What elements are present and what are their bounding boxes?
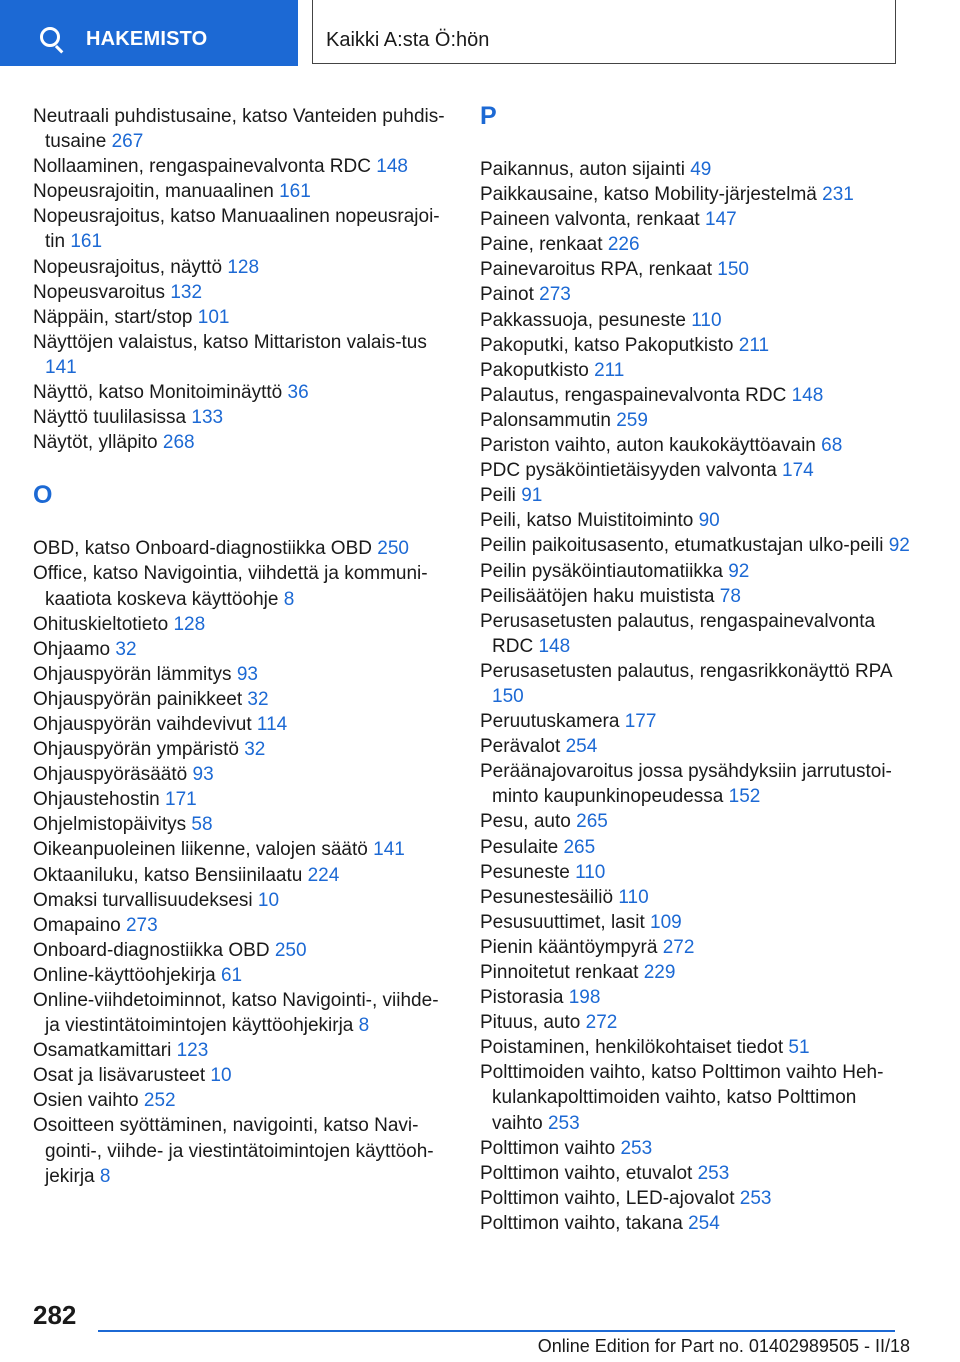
index-entry-page-link[interactable]: 250 [274,939,307,961]
index-entry-page-link[interactable]: 141 [45,356,77,378]
index-entry-page-link[interactable]: 148 [376,156,408,178]
index-entry [480,910,910,935]
index-entry-text: Polttimon vaihto [480,1137,616,1159]
index-entry [33,280,453,305]
index-entry-text: Pakoputkisto [480,359,589,381]
index-entry-page-link[interactable]: 171 [165,789,197,811]
index-entry-page-link[interactable]: 259 [616,409,648,431]
index-entry [33,963,453,988]
index-entry [480,659,910,709]
index-entry-text: Paineen valvonta, renkaat [480,209,700,231]
index-entry-text: Osamatkamittari [33,1040,172,1062]
index-entry-page-link[interactable]: 198 [568,987,601,1009]
index-entry-text: Näppäin, start/stop [33,306,193,328]
index-entry-page-link[interactable]: 265 [576,811,608,833]
index-entry [33,154,453,179]
index-entry [33,305,453,330]
index-entry [33,712,453,737]
section-title: Kaikki A:sta Ö:hön [326,29,490,51]
index-entry [480,1161,910,1186]
index-entry-text: Ohjauspyöräsäätö [33,764,188,786]
index-entry-page-link[interactable]: 148 [538,635,571,657]
index-entry [480,207,910,232]
index-entry-page-link[interactable]: 268 [162,432,195,454]
index-entry-page-link[interactable]: 150 [492,685,524,707]
index-entry-text: Peili [480,485,516,507]
index-entry-page-link[interactable]: 250 [377,538,409,560]
index-entry-text: Perusasetusten palautus, rengaspainevalvonta RDC [480,610,876,657]
index-entry-page-link[interactable]: 253 [547,1112,580,1134]
index-entry-text: Paikannus, auton sijainti [480,159,685,180]
index-entry [480,533,910,558]
index-entry-page-link[interactable]: 123 [176,1040,209,1062]
index-entry [480,232,910,257]
index-entry-text: Polttimon vaihto, etuvalot [480,1162,693,1184]
index-entry [480,1211,910,1236]
index-entry [480,157,910,182]
index-entry-text: Nollaaminen, rengaspainevalvonta RDC [33,156,371,178]
index-entry-page-link[interactable]: 51 [788,1037,810,1059]
index-entry-page-link[interactable]: 132 [170,281,203,303]
index-entry [33,863,453,888]
index-entry-page-link[interactable]: 128 [227,256,260,278]
index-entry [480,985,910,1010]
index-letter-p: P [480,102,497,130]
index-entry-text: Osien vaihto [33,1090,139,1112]
index-entry-text: OBD, katso Onboard-diagnostiikka OBD [33,538,372,560]
index-entry-page-link[interactable]: 254 [565,736,598,758]
index-entry [480,835,910,860]
index-entry [480,709,910,734]
index-entry [33,204,453,254]
index-entry-page-link[interactable]: 78 [719,585,741,607]
index-entry-text: Polttimoiden vaihto, katso Polttimon vaihto Heh-kulankapolttimoiden vaihto, katso Polttimon vaihto [480,1062,884,1134]
index-entry [33,1063,453,1088]
index-entry [33,380,453,405]
index-entry [33,255,453,280]
index-entry [33,1038,453,1063]
index-entry-page-link[interactable]: 252 [143,1090,176,1112]
index-entry [33,1088,453,1113]
index-entry-text: Pakoputki, katso Pakoputkisto [480,334,734,356]
index-entry-page-link[interactable]: 147 [705,209,737,231]
index-entry-text: Pesunestesäiliö [480,886,614,908]
index-entry [480,759,910,809]
index-tab[interactable] [0,0,298,66]
index-entry-text: Office, katso Navigointia, viihdettä ja kommuni-kaatiota koskeva käyttöohje [33,563,428,610]
index-entry [33,104,453,154]
index-column-right [480,104,910,1236]
index-entry-text: Oikeanpuoleinen liikenne, valojen säätö [33,839,368,861]
index-entry-page-link[interactable]: 161 [70,231,103,253]
index-entry [480,860,910,885]
index-entry-text: Painevaroitus RPA, renkaat [480,259,712,281]
index-entry-text: Poistaminen, henkilökohtaiset tiedot [480,1037,784,1059]
index-entry [480,1010,910,1035]
index-entry-text: Peilisäätöjen haku muistista [480,585,715,607]
index-entry-text: Neutraali puhdistusaine, katso Vanteiden puhdis-tusaine [33,106,445,153]
index-entry-page-link[interactable]: 110 [575,861,606,883]
index-entry-text: Ohjauspyörän painikkeet [33,688,243,710]
index-entry-text: Perävalot [480,736,561,758]
index-entry [480,508,910,533]
index-entry-page-link[interactable]: 10 [210,1065,232,1087]
index-entry [33,787,453,812]
index-entry-page-link[interactable]: 128 [173,613,206,635]
index-entry-text: Ohjauspyörän ympäristö [33,739,239,761]
index-entry-page-link[interactable]: 174 [782,460,814,482]
index-entry-text: Palautus, rengaspainevalvonta RDC [480,384,787,406]
index-entry-page-link[interactable]: 150 [717,259,749,281]
index-entry-page-link[interactable]: 10 [257,889,280,911]
index-entry [480,358,910,383]
index-entry-page-link[interactable]: 133 [191,407,224,429]
index-entry-text: Paikkausaine, katso Mobility-järjestelmä [480,184,817,206]
index-entry-text: Pakkassuoja, pesuneste [480,309,686,331]
index-entry [480,960,910,985]
index-entry-text: Osoitteen syöttäminen, navigointi, katso Navi-gointi-, viihde- ja viestintätoimintojen käyttöoh-jekirja [33,1115,434,1187]
index-entry-page-link[interactable]: 49 [690,159,712,180]
index-entry-text: Ohjauspyörän lämmitys [33,663,232,685]
index-entry-page-link[interactable]: 161 [279,181,311,203]
index-entry-page-link[interactable]: 253 [620,1137,653,1159]
index-entry-page-link[interactable]: 110 [691,309,722,331]
index-entry-page-link[interactable]: 58 [191,814,213,836]
index-entry-text: Painot [480,284,534,306]
index-entry [33,1113,453,1188]
index-entry-text: Pesuneste [480,861,570,883]
index-entry-page-link[interactable]: 211 [738,334,770,356]
index-entry-page-link[interactable]: 253 [697,1162,730,1184]
index-entry-text: Pariston vaihto, auton kaukokäyttöavain [480,435,816,457]
index-entry-text: Peilin paikoitusasento, etumatkustajan ulko-peili [480,535,884,557]
index-entry-page-link[interactable]: 101 [197,306,230,328]
index-entry-text: Näytöt, ylläpito [33,432,158,454]
index-entry [33,662,453,687]
index-entry-text: Ohjaustehostin [33,789,160,811]
index-entry-text: Polttimon vaihto, LED-ajovalot [480,1187,735,1209]
index-entry-page-link[interactable]: 272 [585,1012,618,1034]
index-entry-text: Omaksi turvallisuudeksesi [33,889,253,911]
index-entry-text: Näyttö tuulilasissa [33,407,187,429]
index-entry [33,330,453,380]
section-title-tab [312,0,896,64]
index-entry [480,584,910,609]
page-number: 282 [33,1300,77,1330]
index-entry-text: Nopeusrajoitus, näyttö [33,256,223,278]
footer-edition: Online Edition for Part no. 01402989505 - II/18 [537,1336,910,1356]
index-entry-text: Pistorasia [480,987,564,1009]
index-entry [33,938,453,963]
index-entry-page-link[interactable]: 93 [236,663,258,685]
index-entry [33,812,453,837]
index-entry-text: Online-viihdetoiminnot, katso Navigointi-, viihde- ja viestintätoimintojen käyttöohjekirja [33,990,439,1037]
index-entry-text: Peilin pysäköintiautomatiikka [480,560,723,582]
index-column-left [33,104,453,1189]
search-icon [40,27,60,47]
index-entry-text: Perusasetusten palautus, rengasrikkonäyttö RPA [480,660,892,682]
index-entry-text: Ohjauspyörän vaihdevivut [33,713,252,735]
index-entry-page-link[interactable]: 109 [650,911,682,933]
index-entry-page-link[interactable]: 36 [287,382,309,404]
index-entry [33,687,453,712]
index-entry-page-link[interactable]: 61 [220,964,243,986]
index-entry-text: PDC pysäköintietäisyyden valvonta [480,460,777,482]
index-entry [480,333,910,358]
index-entry [480,1035,910,1060]
index-entry-text: Ohituskieltotieto [33,613,169,635]
index-entry-text: Paine, renkaat [480,234,603,256]
index-entry-text: Peräänajovaroitus jossa pysähdyksiin jarrutustoi-minto kaupunkinopeudessa [480,761,892,808]
index-entry [480,609,910,659]
index-entry-page-link[interactable]: 231 [822,184,854,206]
index-entry-text: Peili, katso Muistitoiminto [480,510,694,532]
index-entry-text: Pesusuuttimet, lasit [480,911,645,933]
index-letter-o: O [33,481,53,510]
index-entry [33,737,453,762]
index-entry [480,483,910,508]
index-entry [33,405,453,430]
index-entry [33,430,453,455]
index-entry-page-link[interactable]: 141 [373,839,405,861]
index-entry-page-link[interactable]: 91 [521,485,543,507]
index-entry [480,734,910,759]
index-list-p [480,157,910,1236]
top-bar [0,0,960,66]
index-entry-text: Näyttöjen valaistus, katso Mittariston valais-tus [33,331,427,353]
index-entry [33,561,453,611]
index-entry-page-link[interactable]: 265 [563,836,596,858]
index-list-o [33,536,453,1188]
index-entry-page-link[interactable]: 273 [125,914,158,936]
index-entry-page-link[interactable]: 32 [115,638,137,660]
index-entry [480,383,910,408]
index-entry-text: Pituus, auto [480,1012,581,1034]
index-entry-text: Osat ja lisävarusteet [33,1065,206,1087]
index-entry-page-link[interactable]: 226 [607,234,640,256]
index-entry-page-link[interactable]: 267 [111,131,144,153]
index-entry-text: Näyttö, katso Monitoiminäyttö [33,382,283,404]
index-entry-page-link[interactable]: 110 [618,886,649,908]
index-entry-page-link[interactable]: 152 [728,786,761,808]
index-entry-text: Nopeusrajoitin, manuaalinen [33,181,274,203]
index-entry-page-link[interactable]: 8 [99,1165,111,1187]
index-entry-page-link[interactable]: 92 [728,560,750,582]
index-entry-page-link[interactable]: 8 [283,588,295,610]
index-entry [480,1186,910,1211]
index-entry [480,182,910,207]
index-entry [480,935,910,960]
index-entry [480,1060,910,1135]
index-entry-text: Pesulaite [480,836,559,858]
index-entry-text: Oktaaniluku, katso Bensiinilaatu [33,864,303,886]
index-entry-page-link[interactable]: 254 [688,1212,720,1234]
index-entry-page-link[interactable]: 229 [643,962,676,983]
index-entry-text: Palonsammutin [480,409,611,431]
index-entry-page-link[interactable]: 68 [821,435,843,457]
index-entry [480,308,910,333]
index-entry-page-link[interactable]: 8 [358,1015,370,1037]
index-entry-page-link[interactable]: 148 [791,384,824,406]
index-entry [33,837,453,862]
index-entry-page-link[interactable]: 272 [662,936,695,958]
index-entry-text: Onboard-diagnostiikka OBD [33,939,270,961]
index-entry-page-link[interactable]: 177 [624,711,657,733]
index-entry-text: Ohjaamo [33,638,111,660]
index-entry [480,458,910,483]
index-entry [33,179,453,204]
index-tab-label: HAKEMISTO [86,28,208,50]
index-entry-page-link[interactable]: 92 [888,535,910,557]
index-entry-text: Polttimon vaihto, takana [480,1212,683,1234]
index-entry-page-link[interactable]: 32 [247,688,269,710]
index-entry-page-link[interactable]: 253 [739,1187,772,1209]
index-entry [480,1136,910,1161]
index-entry [480,809,910,834]
index-entry [480,885,910,910]
index-entry-text: Nopeusrajoitus, katso Manuaalinen nopeusrajoi-tin [33,206,440,253]
index-entry-text: Pesu, auto [480,811,571,833]
index-entry-page-link[interactable]: 224 [307,864,340,886]
index-entry [33,888,453,913]
index-entry [480,433,910,458]
footer-divider [98,1330,895,1332]
index-list-n [33,104,453,455]
index-entry [33,913,453,938]
index-entry [33,637,453,662]
index-entry-page-link[interactable]: 32 [244,739,266,761]
index-entry [33,536,453,561]
index-entry [33,762,453,787]
index-entry-page-link[interactable]: 211 [594,359,625,381]
index-entry-page-link[interactable]: 90 [698,510,720,532]
index-entry [480,257,910,282]
index-entry [480,408,910,433]
index-entry [33,988,453,1038]
index-entry-page-link[interactable]: 273 [539,284,571,306]
index-entry-text: Nopeusvaroitus [33,281,166,303]
index-entry-text: Pienin kääntöympyrä [480,936,658,958]
index-entry-text: Online-käyttöohjekirja [33,964,216,986]
index-entry-text: Pinnoitetut renkaat [480,962,639,983]
index-entry-page-link[interactable]: 93 [192,764,214,786]
index-entry [480,559,910,584]
index-entry-page-link[interactable]: 114 [256,713,288,735]
index-entry-text: Omapaino [33,914,121,936]
index-entry-text: Peruutuskamera [480,711,620,733]
index-entry [480,282,910,307]
index-entry-text: Ohjelmistopäivitys [33,814,187,836]
index-entry [33,612,453,637]
